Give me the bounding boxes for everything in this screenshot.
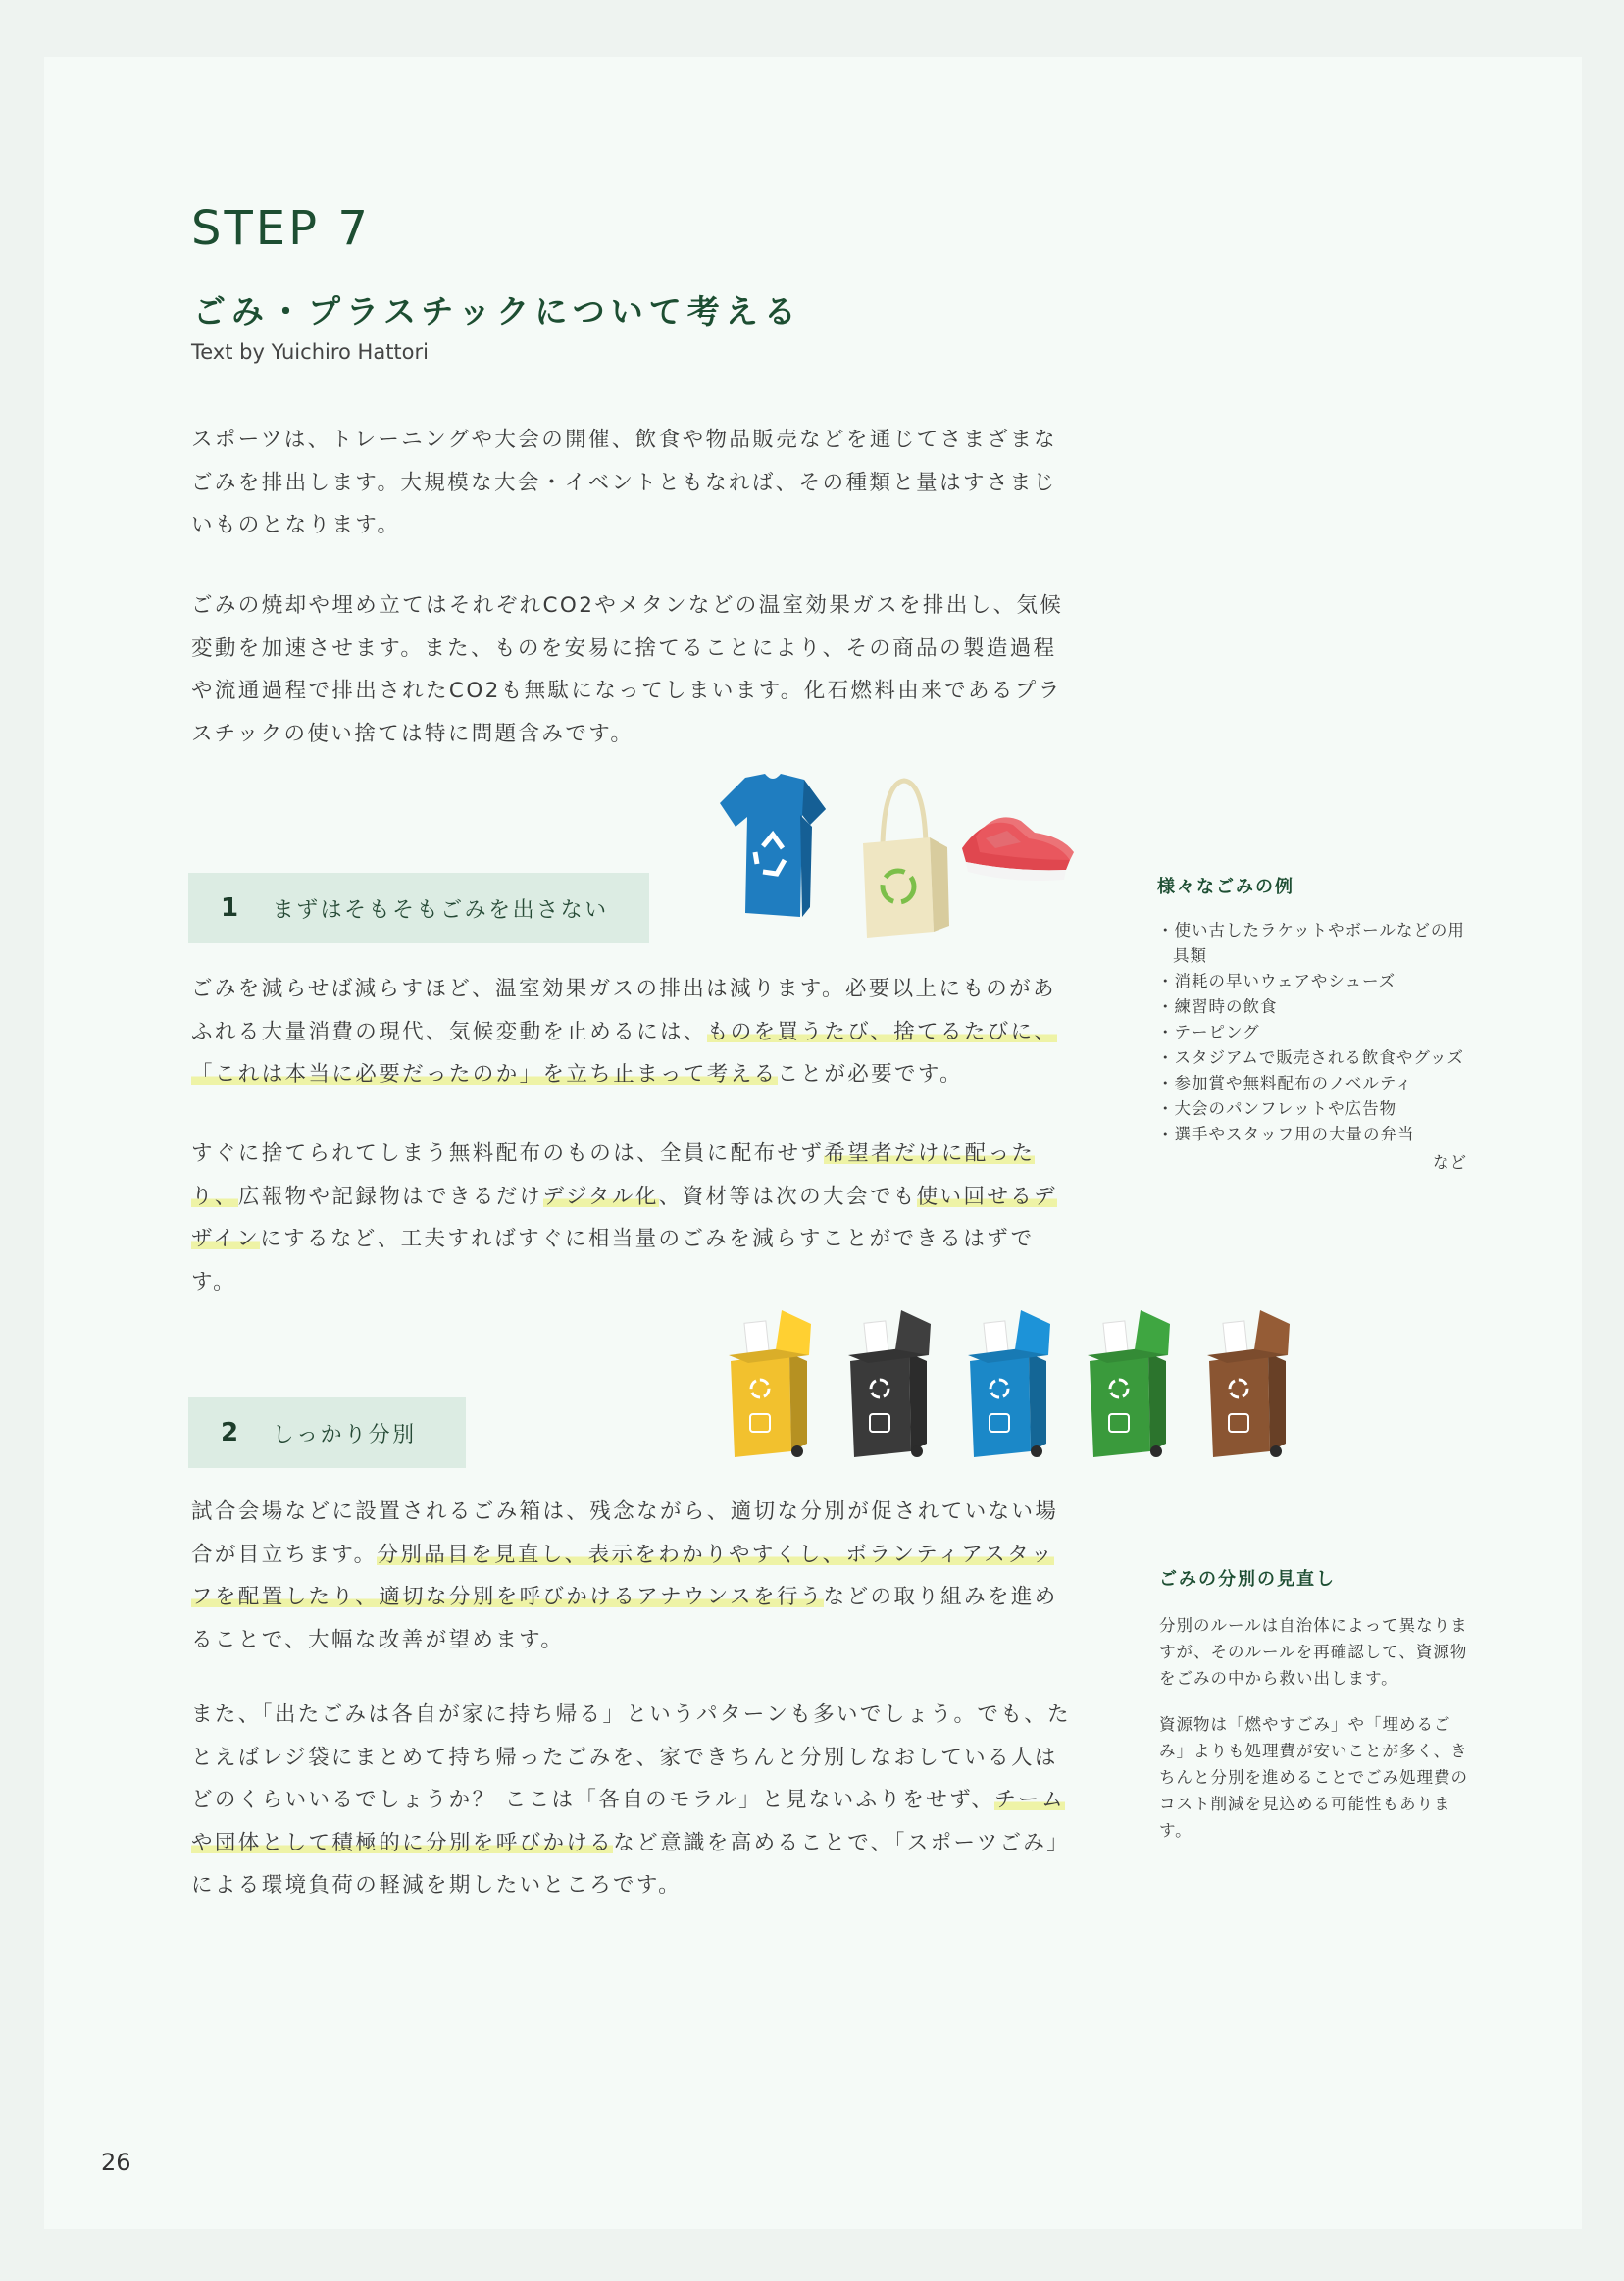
highlight: チームや団体として積極的に分別を呼びかける	[191, 1788, 1065, 1855]
text-span: 試合会場などに設置されるごみ箱は、残念ながら、適切な分別が促されていない場合が目立ちます。	[191, 1499, 1059, 1567]
sidebar-1-heading: 様々なごみの例	[1157, 877, 1294, 897]
section-1-paragraph-1	[191, 968, 1074, 1096]
text-span: 広報物や記録物はできるだけ	[237, 1184, 543, 1209]
sidebar-2-paragraph-1: 分別のルールは自治体によって異なりますが、そのルールを再確認して、資源物をごみの中から救い出します。	[1159, 1616, 1468, 1688]
sidebar-sorting-review	[1159, 1565, 1473, 1844]
section-2-paragraph-2	[191, 1694, 1074, 1907]
intro-paragraph-2: ごみの焼却や埋め立てはそれぞれCO2やメタンなどの温室効果ガスを排出し、気候変動を加速させます。また、ものを安易に捨てることにより、その商品の製造過程や流通過程で排出されたCO2も無駄になってしまいます。化石燃料由来であるプラスチックの使い捨ては特に問題含みです。	[191, 593, 1064, 746]
intro-paragraph-1: スポーツは、トレーニングや大会の開催、飲食や物品販売などを通じてさまざまなごみを排出します。大規模な大会・イベントともなれば、その種類と量はすさまじいものとなります。	[191, 428, 1058, 537]
highlight: 使い回せるデザイン	[191, 1184, 1058, 1251]
sneakers-icon	[956, 809, 1079, 887]
text-span: など意識を高めることで、「スポーツごみ」による環境負荷の軽減を期したいところです。	[191, 1830, 1071, 1898]
section-2-title: しっかり分別	[272, 1422, 417, 1447]
sidebar-1-list	[1157, 918, 1481, 1147]
recycling-bin-icon	[840, 1304, 939, 1461]
byline: Text by Yuichiro Hattori	[191, 340, 429, 364]
sidebar-1-etc: など	[1433, 1153, 1467, 1172]
sidebar-1-list-item: ・ スタジアムで販売される飲食やグッズ	[1157, 1045, 1481, 1071]
recycling-bin-icon	[721, 1304, 819, 1461]
sidebar-1-list-item: ・ 練習時の飲食	[1157, 994, 1481, 1020]
sidebar-2-paragraph-2: 資源物は「燃やすごみ」や「埋めるごみ」よりも処理費が安いことが多く、きちんと分別を進めることでごみ処理費のコスト削減を見込める可能性もあります。	[1159, 1715, 1468, 1840]
sidebar-1-list-item: ・ 消耗の早いウェアやシューズ	[1157, 969, 1481, 994]
tote-bag-icon	[855, 775, 953, 941]
text-span: ことが必要です。	[777, 1062, 963, 1087]
recycling-bin-icon	[960, 1304, 1058, 1461]
sidebar-1-list-item: ・ 参加賞や無料配布のノベルティ	[1157, 1071, 1481, 1096]
page-title: ごみ・プラスチックについて考える	[193, 292, 802, 330]
section-2-paragraph-1	[191, 1491, 1074, 1661]
text-span: ごみを減らせば減らすほど、温室効果ガスの排出は減ります。必要以上にものがあふれる大量消費の現代、気候変動を止めるには、	[191, 977, 1056, 1044]
highlight: デジタル化	[542, 1184, 659, 1209]
page-number: 26	[101, 2149, 131, 2176]
section-1-title: まずはそもそもごみを出さない	[272, 897, 609, 923]
text-span: などの取り組みを進めることで、大幅な改善が望めます。	[191, 1585, 1058, 1652]
highlight: ものを買うたび、捨てるたびに、「これは本当に必要だったのか」を立ち止まって考える	[191, 1019, 1058, 1087]
text-span: すぐに捨てられてしまう無料配布のものは、全員に配布せず	[191, 1141, 825, 1166]
sidebar-1-list-item: ・ 使い古したラケットやボールなどの用具類	[1157, 918, 1481, 969]
section-1-paragraph-2	[191, 1133, 1074, 1303]
sidebar-waste-examples	[1157, 873, 1481, 1173]
text-span: また、「出たごみは各自が家に持ち帰る」というパターンも多いでしょう。でも、たとえばレジ袋にまとめて持ち帰ったごみを、家できちんと分別しなおしている人はどのくらいいるでしょうか？ ここは「各自のモラル」と見ないふりをせず、	[191, 1702, 1072, 1812]
highlight: 分別品目を見直し、表示をわかりやすくし、ボランティアスタッフを配置したり、適切な分別を呼びかけるアナウンスを行う	[191, 1542, 1055, 1609]
recycling-bins-illustration	[721, 1304, 1299, 1461]
text-span: 、資材等は次の大会でも	[658, 1184, 917, 1209]
text-span: にするなど、工夫すればすぐに相当量のごみを減らすことができるはずです。	[191, 1227, 1035, 1294]
section-1-header	[188, 873, 649, 943]
section-2-number: 2	[221, 1418, 241, 1447]
sidebar-1-list-item: ・ 選手やスタッフ用の大量の弁当	[1157, 1122, 1481, 1147]
section-2-header	[188, 1397, 466, 1468]
tshirt-icon	[716, 770, 829, 927]
highlight: 希望者だけに配ったり、	[191, 1141, 1036, 1209]
recycling-bin-icon	[1080, 1304, 1178, 1461]
sidebar-1-list-item: ・ 大会のパンフレットや広告物	[1157, 1096, 1481, 1122]
section-1-number: 1	[221, 893, 241, 923]
recycling-bin-icon	[1199, 1304, 1297, 1461]
sidebar-1-list-item: ・ テーピング	[1157, 1020, 1481, 1045]
step-label: STEP 7	[191, 201, 371, 256]
sidebar-2-heading: ごみの分別の見直し	[1159, 1569, 1336, 1590]
